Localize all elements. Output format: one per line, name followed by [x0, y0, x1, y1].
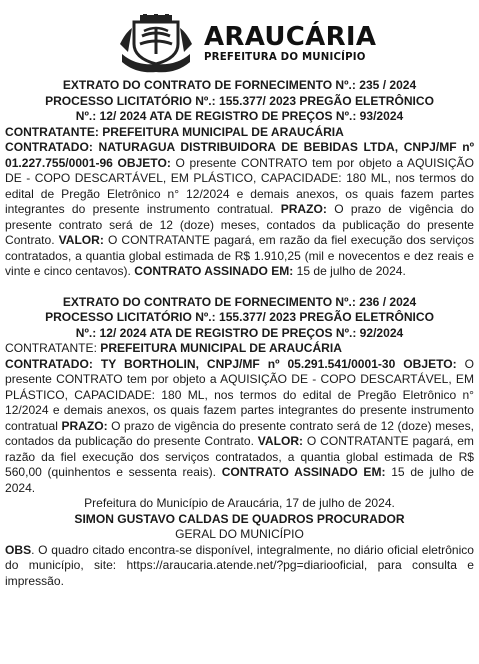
extract2-valor-label: VALOR: — [257, 434, 304, 448]
extract2-assinado-label: CONTRATO ASSINADO EM: — [221, 465, 386, 479]
extract1-assinado-label: CONTRATO ASSINADO EM: — [134, 264, 294, 278]
extract1-process: PROCESSO LICITATÓRIO Nº.: 155.377/ 2023 PREGÃO ELETRÔNICO — [45, 93, 434, 108]
extract2-body — [5, 357, 474, 497]
extract1-arp: Nº.: 12/ 2024 ATA DE REGISTRO DE PREÇOS Nº.: 93/2024 — [75, 109, 404, 123]
extract1-valor-text: O CONTRATANTE pagará, em razão da fiel execução dos serviços contratados, a quantia global estimada de R$ 1.910,25 (mil e novecentos e dez reais e vinte e cinco centavos). — [5, 233, 474, 278]
extract1-contratante: CONTRATANTE: PREFEITURA MUNICIPAL DE ARAUCÁRIA — [5, 124, 344, 139]
footer-obs-label: OBS — [5, 542, 32, 557]
municipal-crest-icon — [118, 14, 194, 74]
extract2-assinado-date: 15 de julho de 2024. — [5, 465, 474, 495]
brand-subtitle: PREFEITURA DO MUNICÍPIO — [204, 52, 366, 63]
extract2-contratado: CONTRATADO: TY BORTHOLIN, CNPJ/MF nº 05.291.541/0001-30 — [5, 356, 396, 371]
footer-place-date: Prefeitura do Município de Araucária, 17 de julho de 2024. — [84, 496, 395, 510]
gazette-text — [5, 78, 474, 589]
extract1-objeto-label: OBJETO: — [117, 155, 171, 170]
extract2-prazo-label: PRAZO: — [61, 418, 108, 433]
extract1-title: EXTRATO DO CONTRATO DE FORNECIMENTO Nº.: 235 / 2024 — [62, 78, 417, 92]
extract1-body — [5, 140, 474, 280]
extract1-header — [5, 78, 474, 125]
footer-obs — [5, 543, 474, 590]
footer-signer: SIMON GUSTAVO CALDAS DE QUADROS PROCURADOR — [74, 511, 405, 526]
extract2-contratante-label: CONTRATANTE: — [5, 341, 97, 355]
extract2-process: PROCESSO LICITATÓRIO Nº.: 155.377/ 2023 PREGÃO ELETRÔNICO — [45, 310, 434, 324]
brand-wordmark — [204, 24, 376, 64]
extract2-valor-text: O CONTRATANTE pagará, em razão da fiel execução dos serviços contratados, a quantia global estimada de R$ 560,00 (quinhentos e sessenta reais). — [5, 434, 474, 479]
extract2-objeto-text: O presente CONTRATO tem por objeto a AQUISIÇÃO DE - COPO DESCARTÁVEL, EM PLÁSTICO, CAPACIDADE: 180 ML, nos termos do edital de Pregão Eletrônico n° 12/2024 e demais anexos, os quais fazem partes integrantes do presente instrumento contratual — [5, 356, 474, 433]
footer-obs-text: . O quadro citado encontra-se disponível, integralmente, no diário oficial eletrônico do município, site: https://araucaria.atende.net/?pg=diariooficial, para consulta e impressão. — [5, 542, 474, 588]
extract2-prazo-text: O prazo de vigência do presente contrato será de 12 (doze) meses, contados da publicação do presente Contrato. — [5, 418, 474, 448]
extract1-prazo-label: PRAZO: — [280, 202, 327, 216]
extract1-contratado: CONTRATADO: NATURAGUA DISTRIBUIDORA DE BEBIDAS LTDA, CNPJ/MF nº 01.227.755/0001-96 — [5, 140, 474, 170]
footer-signer-role: GERAL DO MUNICÍPIO — [175, 527, 304, 541]
extract2-title: EXTRATO DO CONTRATO DE FORNECIMENTO Nº.: 236 / 2024 — [62, 294, 417, 309]
extract1-objeto-text: O presente CONTRATO tem por objeto a AQUISIÇÃO DE - COPO DESCARTÁVEL, EM PLÁSTICO, CAPACIDADE: 180 ML, nos termos do edital de Pregão Eletrônico n° 12/2024 e demais anexos, os quais fazem partes integrantes do presente instrumento contratual. — [5, 155, 474, 216]
extract2-contratante-name: PREFEITURA MUNICIPAL DE ARAUCÁRIA — [100, 341, 342, 355]
extract2-objeto-label: OBJETO: — [403, 356, 457, 371]
extract1-prazo-text: O prazo de vigência do presente contrato será de 12 (doze) meses, contados da publicação do presente Contrato. — [5, 202, 474, 247]
extract2-arp: Nº.: 12/ 2024 ATA DE REGISTRO DE PREÇOS Nº.: 92/2024 — [75, 325, 404, 340]
extract1-assinado-date: 15 de julho de 2024. — [296, 264, 406, 278]
extract2-header — [5, 295, 474, 342]
extract2-contratante — [5, 341, 474, 357]
brand-name: ARAUCÁRIA — [204, 22, 377, 52]
extract1-valor-label: VALOR: — [58, 233, 104, 247]
araucaria-logo — [118, 14, 377, 76]
